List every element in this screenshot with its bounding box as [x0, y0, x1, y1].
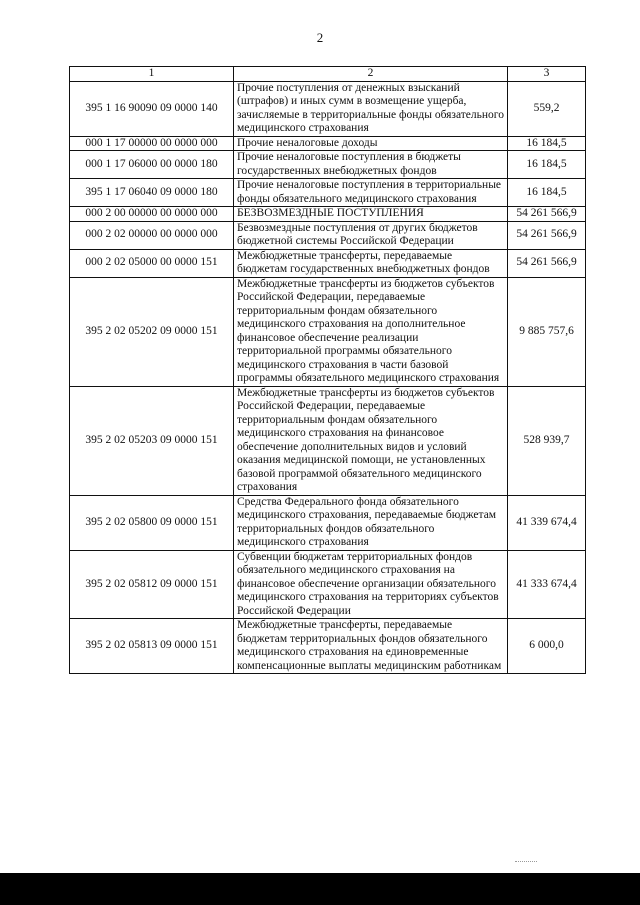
table-row [70, 136, 586, 151]
budget-revenue-table [69, 66, 586, 674]
row-name: Межбюджетные трансферты, передаваемые бюджетам территориальных фондов обязательного медицинского страхования на единовременные компенсационные выплаты медицинским работникам [234, 619, 508, 674]
row-code: 395 2 02 05202 09 0000 151 [70, 277, 234, 386]
table-row [70, 550, 586, 619]
row-code: 000 2 02 00000 00 0000 000 [70, 221, 234, 249]
row-amount: 54 261 566,9 [508, 221, 586, 249]
row-name: Межбюджетные трансферты из бюджетов субъектов Российской Федерации, передаваемые территориальным фондам обязательного медицинского страхования на финансовое обеспечение дополнительных видов и условий оказания медицинской помощи, не установленных базовой программой обязательного медицинского страхования [234, 386, 508, 495]
row-code: 395 2 02 05203 09 0000 151 [70, 386, 234, 495]
row-name: Безвозмездные поступления от других бюджетов бюджетной системы Российской Федерации [234, 221, 508, 249]
table-row [70, 619, 586, 674]
row-amount: 16 184,5 [508, 151, 586, 179]
row-amount: 9 885 757,6 [508, 277, 586, 386]
row-code: 395 1 17 06040 09 0000 180 [70, 179, 234, 207]
scan-bottom-edge [0, 873, 640, 905]
row-code: 000 1 17 00000 00 0000 000 [70, 136, 234, 151]
table-row [70, 386, 586, 495]
row-name: Прочие неналоговые поступления в бюджеты государственных внебюджетных фондов [234, 151, 508, 179]
row-code: 395 2 02 05800 09 0000 151 [70, 495, 234, 550]
row-name: Прочие поступления от денежных взысканий (штрафов) и иных сумм в возмещение ущерба, зачисляемые в территориальные фонды обязательного медицинского страхования [234, 81, 508, 136]
row-amount: 559,2 [508, 81, 586, 136]
row-amount: 16 184,5 [508, 136, 586, 151]
row-code: 395 2 02 05812 09 0000 151 [70, 550, 234, 619]
row-name: Прочие неналоговые поступления в территориальные фонды обязательного медицинского страхования [234, 179, 508, 207]
row-amount: 41 339 674,4 [508, 495, 586, 550]
table-row [70, 277, 586, 386]
scan-artifact [515, 861, 537, 863]
row-amount: 54 261 566,9 [508, 207, 586, 222]
row-amount: 54 261 566,9 [508, 249, 586, 277]
row-amount: 528 939,7 [508, 386, 586, 495]
table-header-row [70, 67, 586, 82]
table-row [70, 81, 586, 136]
row-name: Межбюджетные трансферты, передаваемые бюджетам государственных внебюджетных фондов [234, 249, 508, 277]
row-amount: 16 184,5 [508, 179, 586, 207]
row-name: Межбюджетные трансферты из бюджетов субъектов Российской Федерации, передаваемые территориальным фондам обязательного медицинского страхования на дополнительное финансовое обеспечение реализации территориальной программы обязательного медицинского страхования в части базовой программы обязательного медицинского страхования [234, 277, 508, 386]
page-number: 2 [316, 30, 324, 45]
table-row [70, 495, 586, 550]
row-amount: 41 333 674,4 [508, 550, 586, 619]
column-header-amount: 3 [508, 67, 586, 82]
table-row [70, 207, 586, 222]
column-header-code: 1 [70, 67, 234, 82]
row-code: 000 2 00 00000 00 0000 000 [70, 207, 234, 222]
row-name: БЕЗВОЗМЕЗДНЫЕ ПОСТУПЛЕНИЯ [234, 207, 508, 222]
row-name: Субвенции бюджетам территориальных фондов обязательного медицинского страхования на финансовое обеспечение организации обязательного медицинского страхования на территориях субъектов Российской Федерации [234, 550, 508, 619]
table-row [70, 249, 586, 277]
row-amount: 6 000,0 [508, 619, 586, 674]
row-code: 000 1 17 06000 00 0000 180 [70, 151, 234, 179]
row-name: Средства Федерального фонда обязательного медицинского страхования, передаваемые бюджетам территориальных фондов обязательного медицинского страхования [234, 495, 508, 550]
row-code: 000 2 02 05000 00 0000 151 [70, 249, 234, 277]
row-name: Прочие неналоговые доходы [234, 136, 508, 151]
table-row [70, 179, 586, 207]
row-code: 395 1 16 90090 09 0000 140 [70, 81, 234, 136]
table-row [70, 221, 586, 249]
row-code: 395 2 02 05813 09 0000 151 [70, 619, 234, 674]
table-row [70, 151, 586, 179]
column-header-name: 2 [234, 67, 508, 82]
